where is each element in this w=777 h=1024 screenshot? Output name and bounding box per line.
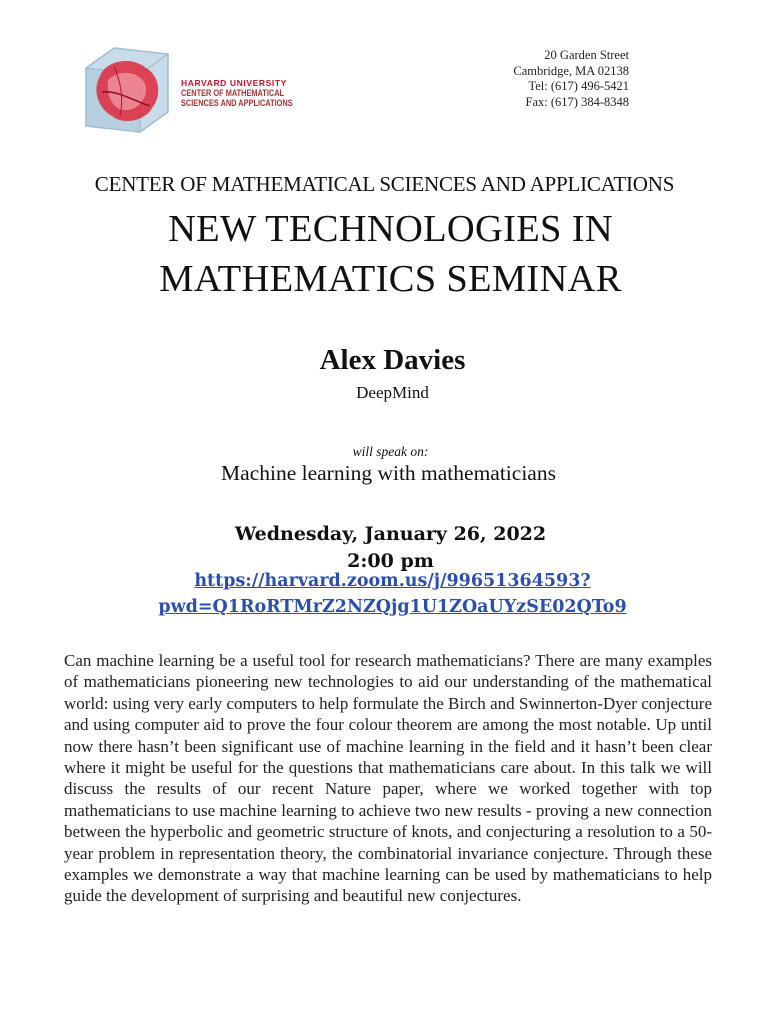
speaker-name: Alex Davies bbox=[319, 344, 466, 376]
address-city: Cambridge, MA 02138 bbox=[513, 63, 629, 78]
logo-center-line1: CENTER OF MATHEMATICAL bbox=[181, 88, 285, 98]
seminar-title-line2: MATHEMATICS SEMINAR bbox=[159, 258, 622, 300]
speaker-affiliation: DeepMind bbox=[356, 383, 429, 402]
contact-address bbox=[513, 48, 629, 110]
zoom-link[interactable] bbox=[4, 568, 777, 620]
logo-center-line2: SCIENCES AND APPLICATIONS bbox=[181, 98, 293, 108]
address-street: 20 Garden Street bbox=[544, 48, 629, 62]
cmsa-logo bbox=[84, 46, 294, 134]
address-fax: Fax: (617) 384-8348 bbox=[525, 94, 629, 109]
seminar-title bbox=[2, 204, 777, 304]
zoom-link-line1[interactable]: https://harvard.zoom.us/j/99651364593? bbox=[194, 571, 591, 591]
talk-topic: Machine learning with mathematicians bbox=[221, 461, 556, 485]
will-speak-on-label: will speak on: bbox=[352, 444, 429, 459]
zoom-link-line2[interactable]: pwd=Q1RoRTMrZ2NZQjg1U1ZOaUYzSE02QTo9 bbox=[158, 597, 627, 617]
event-date: Wednesday, January 26, 2022 bbox=[234, 523, 547, 545]
seminar-title-line1: NEW TECHNOLOGIES IN bbox=[168, 208, 613, 250]
talk-abstract: Can machine learning be a useful tool for research mathematicians? There are many examples of mathematicians pioneering new technologies to aid our understanding of the mathematical world: using very early computers to help formulate the Birch and Swinnerton-Dyer conjecture and using computer aid to prove the four colour theorem are among the most notable. Up until now there hasn’t been significant use of machine learning in the field and it hasn’t been clear where it might be useful for the questions that mathematicians care about. In this talk we will discuss the results of our recent Nature paper, where we worked together with top mathematicians to use machine learning to achieve two new results - proving a new connection between the hyperbolic and geometric structure of knots, and conjecturing a resolution to a 50-year problem in representation theory, the combinatorial invariance conjecture. Through these examples we demonstrate a way that machine learning can be used by mathematicians to help guide the development of surprising and beautiful new conjectures. bbox=[64, 651, 712, 906]
event-time: 2:00 pm bbox=[347, 550, 434, 572]
cube-icon bbox=[84, 46, 170, 134]
organization-name: CENTER OF MATHEMATICAL SCIENCES AND APPLICATIONS bbox=[94, 172, 675, 196]
event-datetime bbox=[2, 521, 777, 575]
logo-university: HARVARD UNIVERSITY bbox=[181, 78, 287, 88]
address-tel: Tel: (617) 496-5421 bbox=[528, 79, 629, 93]
